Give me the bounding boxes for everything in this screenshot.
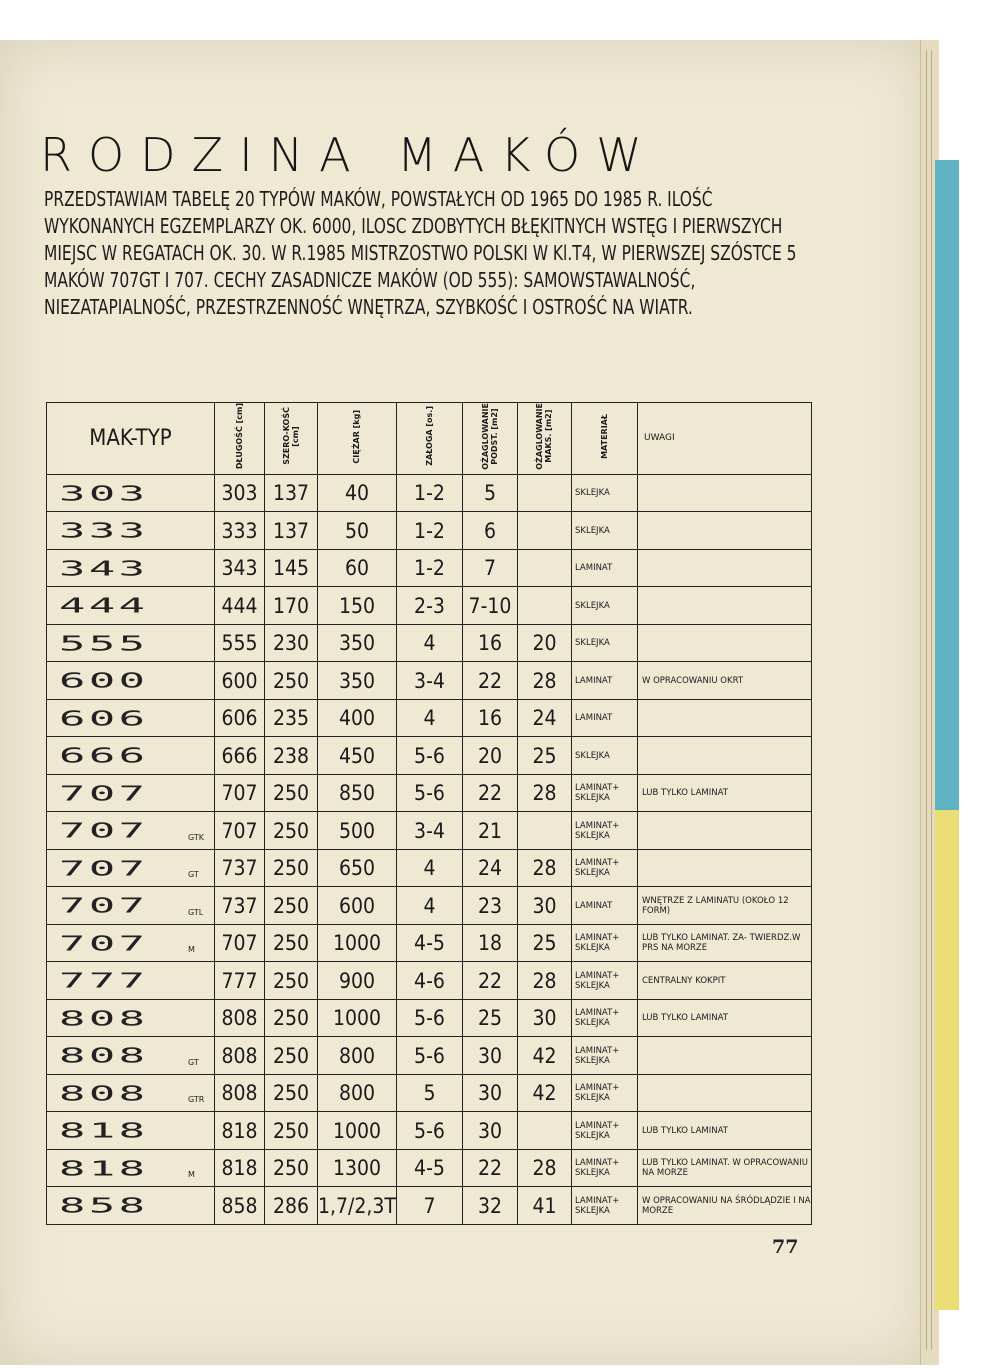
- cell-length: 333: [215, 512, 265, 550]
- cell-length: 666: [215, 737, 265, 775]
- cell-notes: LUB TYLKO LAMINAT: [637, 774, 811, 812]
- cell-material: LAMINAT+ SKLEJKA: [571, 812, 637, 850]
- header-notes: UWAGI: [637, 403, 811, 475]
- cell-width: 250: [265, 887, 318, 925]
- cell-sail-base: 22: [462, 662, 517, 700]
- cover-edge-blue: [935, 160, 959, 810]
- page-title: RODZINA MAKÓW: [40, 128, 658, 182]
- cell-type: [47, 512, 215, 550]
- cell-length: 808: [215, 1037, 265, 1075]
- header-sail-base: OŻAGLOWANIE PODST. [m2]: [462, 403, 517, 475]
- cell-weight: 40: [318, 474, 397, 512]
- cell-length: 808: [215, 999, 265, 1037]
- cell-type: [47, 549, 215, 587]
- cell-material: SKLEJKA: [571, 624, 637, 662]
- cell-weight: 500: [318, 812, 397, 850]
- type-name: 808: [59, 1006, 149, 1030]
- cell-type: [47, 1074, 215, 1112]
- cell-width: 230: [265, 624, 318, 662]
- cell-weight: 650: [318, 849, 397, 887]
- cell-length: 606: [215, 699, 265, 737]
- type-name: 808: [59, 1043, 149, 1068]
- cell-width: 250: [265, 999, 318, 1037]
- cell-width: 250: [265, 1074, 318, 1112]
- cell-type: [47, 624, 215, 662]
- cell-width: 145: [265, 549, 318, 587]
- cell-weight: 1000: [318, 999, 397, 1037]
- cell-material: LAMINAT: [571, 662, 637, 700]
- cell-crew: 3-4: [396, 812, 462, 850]
- cell-weight: 900: [318, 962, 397, 1000]
- cell-weight: 350: [318, 662, 397, 700]
- cell-weight: 350: [318, 624, 397, 662]
- cell-notes: [637, 549, 811, 587]
- table-row: [47, 887, 812, 925]
- type-suffix: GTL: [188, 907, 204, 917]
- cell-width: 238: [265, 737, 318, 775]
- cell-notes: [637, 1074, 811, 1112]
- table-row: [47, 737, 812, 775]
- cell-sail-max: 28: [517, 849, 571, 887]
- table-row: [47, 474, 812, 512]
- cell-material: LAMINAT+ SKLEJKA: [571, 1074, 637, 1112]
- table-row: [47, 924, 812, 962]
- cell-type: [47, 924, 215, 962]
- cell-length: 444: [215, 587, 265, 625]
- cell-width: 250: [265, 774, 318, 812]
- cell-sail-max: [517, 1112, 571, 1150]
- cell-notes: [637, 699, 811, 737]
- cell-weight: 400: [318, 699, 397, 737]
- table-row: [47, 512, 812, 550]
- cell-type: [47, 812, 215, 850]
- cell-crew: 7: [396, 1187, 462, 1225]
- cell-sail-max: [517, 474, 571, 512]
- cell-material: LAMINAT+ SKLEJKA: [571, 849, 637, 887]
- type-name: 606: [59, 706, 149, 730]
- cell-sail-base: 30: [462, 1074, 517, 1112]
- table-row: [47, 774, 812, 812]
- cell-sail-base: 22: [462, 774, 517, 812]
- table-header-row: [47, 403, 812, 475]
- cell-notes: LUB TYLKO LAMINAT. ZA- TWIERDZ.W PRS NA MORZE: [637, 924, 811, 962]
- cell-width: 170: [265, 587, 318, 625]
- cell-sail-base: 30: [462, 1112, 517, 1150]
- type-name: 707: [59, 893, 149, 918]
- cell-material: SKLEJKA: [571, 474, 637, 512]
- cell-notes: [637, 512, 811, 550]
- table-row: [47, 1112, 812, 1150]
- header-type: MAK-TYP: [47, 403, 215, 475]
- cell-crew: 4: [396, 887, 462, 925]
- cell-length: 555: [215, 624, 265, 662]
- cell-material: SKLEJKA: [571, 737, 637, 775]
- type-name: 707: [59, 856, 149, 880]
- cell-sail-max: 24: [517, 699, 571, 737]
- cell-width: 250: [265, 662, 318, 700]
- type-suffix: GT: [188, 1057, 199, 1067]
- header-weight: CIĘŻAR [kg]: [318, 403, 397, 475]
- cell-notes: W OPRACOWANIU OKRT: [637, 662, 811, 700]
- table-row: [47, 999, 812, 1037]
- table-row: [47, 699, 812, 737]
- table-row: [47, 962, 812, 1000]
- cell-crew: 1-2: [396, 549, 462, 587]
- type-name: 555: [59, 631, 149, 655]
- cell-sail-base: 32: [462, 1187, 517, 1225]
- cell-type: [47, 662, 215, 700]
- type-name: 858: [59, 1193, 149, 1218]
- cell-sail-max: 42: [517, 1037, 571, 1075]
- cell-type: [47, 1187, 215, 1225]
- type-name: 808: [59, 1081, 149, 1105]
- cell-width: 137: [265, 474, 318, 512]
- table-row: [47, 587, 812, 625]
- cell-length: 777: [215, 962, 265, 1000]
- cell-crew: 5-6: [396, 1112, 462, 1150]
- cell-length: 707: [215, 812, 265, 850]
- cell-length: 600: [215, 662, 265, 700]
- cell-crew: 5-6: [396, 1037, 462, 1075]
- cell-length: 707: [215, 924, 265, 962]
- cell-notes: LUB TYLKO LAMINAT. W OPRACOWANIU NA MORZE: [637, 1149, 811, 1187]
- type-suffix: M: [188, 945, 195, 955]
- type-suffix: M: [188, 1170, 195, 1180]
- cell-sail-base: 7: [462, 549, 517, 587]
- table-row: [47, 1074, 812, 1112]
- cell-crew: 5-6: [396, 737, 462, 775]
- cell-width: 250: [265, 962, 318, 1000]
- cell-width: 235: [265, 699, 318, 737]
- cell-material: LAMINAT+ SKLEJKA: [571, 999, 637, 1037]
- type-name: 600: [59, 668, 149, 693]
- cell-sail-max: 25: [517, 737, 571, 775]
- cell-type: [47, 887, 215, 925]
- cell-length: 737: [215, 849, 265, 887]
- cell-sail-base: 16: [462, 624, 517, 662]
- cell-notes: [637, 624, 811, 662]
- type-name: 303: [59, 481, 149, 505]
- cell-sail-max: 42: [517, 1074, 571, 1112]
- cell-crew: 4-6: [396, 962, 462, 1000]
- cell-notes: [637, 737, 811, 775]
- cell-sail-max: 25: [517, 924, 571, 962]
- cover-edge-yellow: [935, 810, 959, 1310]
- cell-type: [47, 1037, 215, 1075]
- cell-notes: LUB TYLKO LAMINAT: [637, 999, 811, 1037]
- header-length: DŁUGOŚĆ [cm]: [215, 403, 265, 475]
- cell-sail-base: 24: [462, 849, 517, 887]
- cell-notes: [637, 1037, 811, 1075]
- cell-width: 137: [265, 512, 318, 550]
- type-name: 707: [59, 781, 149, 805]
- cell-notes: WNĘTRZE Z LAMINATU (OKOŁO 12 FORM): [637, 887, 811, 925]
- table-row: [47, 849, 812, 887]
- type-name: 777: [59, 968, 149, 993]
- cell-crew: 1-2: [396, 512, 462, 550]
- cell-material: LAMINAT+ SKLEJKA: [571, 1037, 637, 1075]
- cell-sail-base: 23: [462, 887, 517, 925]
- cell-width: 250: [265, 1037, 318, 1075]
- table-row: [47, 1149, 812, 1187]
- type-name: 666: [59, 743, 149, 768]
- table-row: [47, 549, 812, 587]
- cell-sail-base: 20: [462, 737, 517, 775]
- cell-width: 250: [265, 1149, 318, 1187]
- cell-crew: 5: [396, 1074, 462, 1112]
- cell-sail-base: 6: [462, 512, 517, 550]
- cell-notes: [637, 587, 811, 625]
- cell-type: [47, 474, 215, 512]
- mak-types-table: [46, 402, 812, 1225]
- cell-type: [47, 587, 215, 625]
- type-name: 333: [59, 518, 149, 543]
- type-name: 818: [59, 1118, 149, 1143]
- cell-material: SKLEJKA: [571, 512, 637, 550]
- cell-type: [47, 1112, 215, 1150]
- cell-crew: 4: [396, 849, 462, 887]
- type-name: 818: [59, 1156, 149, 1180]
- cell-type: [47, 699, 215, 737]
- cell-notes: W OPRACOWANIU NA ŚRÓDLĄDZIE I NA MORZE: [637, 1187, 811, 1225]
- cell-weight: 600: [318, 887, 397, 925]
- cell-sail-max: 30: [517, 887, 571, 925]
- cell-length: 808: [215, 1074, 265, 1112]
- cell-material: LAMINAT+ SKLEJKA: [571, 1187, 637, 1225]
- cell-crew: 2-3: [396, 587, 462, 625]
- type-suffix: GT: [188, 870, 199, 880]
- cell-sail-max: [517, 812, 571, 850]
- cell-crew: 5-6: [396, 999, 462, 1037]
- table-row: [47, 624, 812, 662]
- cell-sail-base: 5: [462, 474, 517, 512]
- cell-width: 250: [265, 812, 318, 850]
- cell-sail-max: 28: [517, 962, 571, 1000]
- type-suffix: GTR: [188, 1095, 205, 1105]
- cell-length: 303: [215, 474, 265, 512]
- cell-sail-base: 18: [462, 924, 517, 962]
- page-edge-line: [926, 50, 927, 1350]
- cell-weight: 800: [318, 1037, 397, 1075]
- type-name: 707: [59, 818, 149, 843]
- cell-crew: 4: [396, 624, 462, 662]
- cell-crew: 4: [396, 699, 462, 737]
- cell-weight: 50: [318, 512, 397, 550]
- cell-notes: CENTRALNY KOKPIT: [637, 962, 811, 1000]
- cell-weight: 450: [318, 737, 397, 775]
- cell-sail-max: 20: [517, 624, 571, 662]
- cell-sail-max: 30: [517, 999, 571, 1037]
- cell-width: 286: [265, 1187, 318, 1225]
- cell-material: LAMINAT: [571, 887, 637, 925]
- table-row: [47, 662, 812, 700]
- cell-width: 250: [265, 849, 318, 887]
- cell-length: 818: [215, 1112, 265, 1150]
- cell-weight: 1300: [318, 1149, 397, 1187]
- cell-crew: 4-5: [396, 1149, 462, 1187]
- cell-length: 707: [215, 774, 265, 812]
- cell-sail-max: 28: [517, 662, 571, 700]
- cell-sail-base: 21: [462, 812, 517, 850]
- cell-length: 858: [215, 1187, 265, 1225]
- intro-paragraph: PRZEDSTAWIAM TABELĘ 20 TYPÓW MAKÓW, POWSTAŁYCH OD 1965 DO 1985 R. ILOŚĆ WYKONANYCH EGZEMPLARZY OK. 6000, ILOSC ZDOBYTYCH BŁĘKITNYCH WSTĘG I PIERWSZYCH MIEJSC W REGATACH OK. 30. W R.1985 MISTRZOSTWO POLSKI W Kl.T4, W PIERWSZEJ SZÓSTCE 5 MAKÓW 707GT I 707. CECHY ZASADNICZE MAKÓW (OD 555): SAMOWSTAWALNOŚĆ, NIEZATAPIALNOŚĆ, PRZESTRZENNOŚĆ WNĘTRZA, SZYBKOŚĆ I OSTROŚĆ NA WIATR.: [44, 187, 797, 319]
- cell-type: [47, 774, 215, 812]
- cell-type: [47, 737, 215, 775]
- cell-material: LAMINAT: [571, 549, 637, 587]
- cell-width: 250: [265, 924, 318, 962]
- cell-sail-base: 16: [462, 699, 517, 737]
- table-row: [47, 1037, 812, 1075]
- cell-weight: 1000: [318, 924, 397, 962]
- cell-notes: [637, 474, 811, 512]
- cell-sail-max: [517, 587, 571, 625]
- cell-material: LAMINAT+ SKLEJKA: [571, 774, 637, 812]
- cell-sail-base: 7-10: [462, 587, 517, 625]
- type-name: 343: [59, 556, 149, 580]
- cell-sail-max: [517, 549, 571, 587]
- cell-material: LAMINAT+ SKLEJKA: [571, 1149, 637, 1187]
- cell-material: SKLEJKA: [571, 587, 637, 625]
- cell-material: LAMINAT+ SKLEJKA: [571, 962, 637, 1000]
- cell-weight: 1000: [318, 1112, 397, 1150]
- cell-weight: 150: [318, 587, 397, 625]
- cell-weight: 850: [318, 774, 397, 812]
- cell-sail-max: [517, 512, 571, 550]
- cell-sail-max: 28: [517, 1149, 571, 1187]
- type-name: 707: [59, 931, 149, 955]
- header-sail-max: OŻAGLOWANIE MAKS. [m2]: [517, 403, 571, 475]
- cell-crew: 1-2: [396, 474, 462, 512]
- cell-notes: [637, 812, 811, 850]
- cell-material: LAMINAT+ SKLEJKA: [571, 1112, 637, 1150]
- cell-type: [47, 999, 215, 1037]
- cell-weight: 800: [318, 1074, 397, 1112]
- type-suffix: GTK: [188, 832, 205, 842]
- type-name: 444: [59, 593, 149, 618]
- page-number: 77: [772, 1236, 799, 1258]
- cell-type: [47, 849, 215, 887]
- cell-sail-base: 22: [462, 962, 517, 1000]
- cell-sail-base: 22: [462, 1149, 517, 1187]
- cell-width: 250: [265, 1112, 318, 1150]
- table-row: [47, 1187, 812, 1225]
- cell-notes: LUB TYLKO LAMINAT: [637, 1112, 811, 1150]
- cell-length: 737: [215, 887, 265, 925]
- cell-weight: 60: [318, 549, 397, 587]
- cell-sail-max: 41: [517, 1187, 571, 1225]
- table-row: [47, 812, 812, 850]
- cell-crew: 4-5: [396, 924, 462, 962]
- cell-notes: [637, 849, 811, 887]
- cell-crew: 5-6: [396, 774, 462, 812]
- cell-crew: 3-4: [396, 662, 462, 700]
- header-material: MATERIAŁ: [571, 403, 637, 475]
- cell-weight: 1,7/2,3T: [318, 1187, 397, 1225]
- cell-sail-base: 25: [462, 999, 517, 1037]
- header-crew: ZAŁOGA [os.]: [396, 403, 462, 475]
- cell-type: [47, 1149, 215, 1187]
- cell-type: [47, 962, 215, 1000]
- cell-length: 818: [215, 1149, 265, 1187]
- cell-material: LAMINAT+ SKLEJKA: [571, 924, 637, 962]
- cell-sail-base: 30: [462, 1037, 517, 1075]
- page-edge-line: [931, 50, 932, 1350]
- cell-sail-max: 28: [517, 774, 571, 812]
- cell-material: LAMINAT: [571, 699, 637, 737]
- cell-length: 343: [215, 549, 265, 587]
- header-width: SZERO-KOŚĆ [cm]: [265, 403, 318, 475]
